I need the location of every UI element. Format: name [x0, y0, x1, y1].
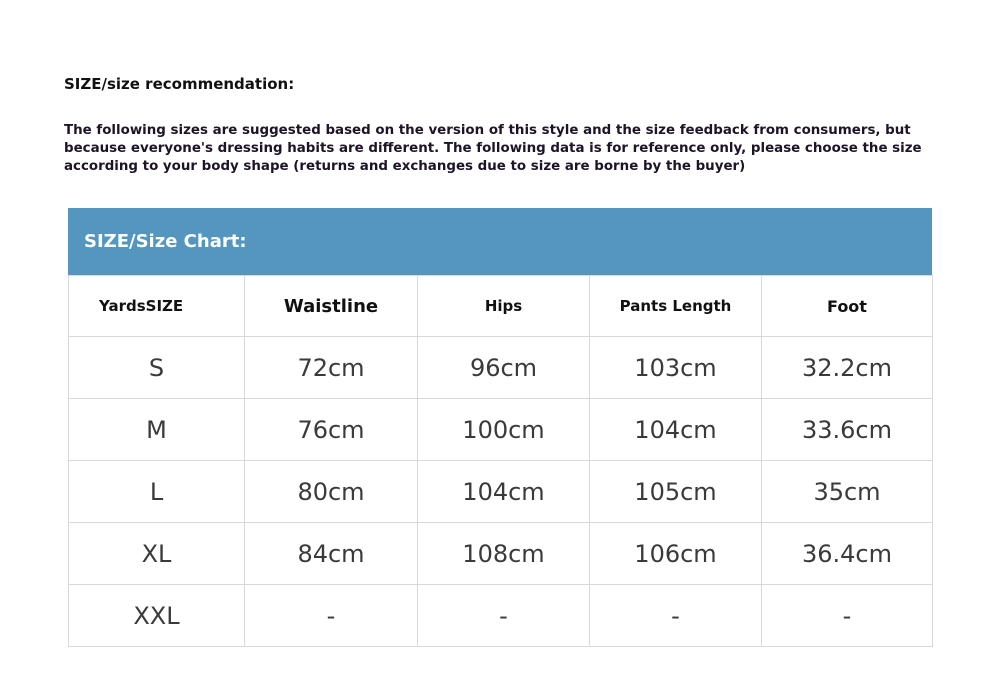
table-cell: XL: [69, 523, 245, 585]
table-cell: M: [69, 399, 245, 461]
table-row: [69, 461, 933, 523]
table-cell: -: [418, 585, 590, 647]
column-header-foot: Foot: [762, 276, 933, 337]
table-cell: 33.6cm: [762, 399, 933, 461]
table-header-row: [69, 276, 933, 337]
table-cell: XXL: [69, 585, 245, 647]
page-heading: SIZE/size recommendation:: [64, 75, 295, 93]
table-cell: L: [69, 461, 245, 523]
intro-line: The following sizes are suggested based on the version of this style and the size feedback from consumers, but: [64, 123, 911, 138]
size-chart-header: [68, 208, 932, 275]
column-header-pants-length: Pants Length: [590, 276, 762, 337]
table-row: [69, 585, 933, 647]
table-cell: 35cm: [762, 461, 933, 523]
size-chart-title: SIZE/Size Chart:: [84, 231, 247, 252]
table-cell: 104cm: [590, 399, 762, 461]
table-cell: 100cm: [418, 399, 590, 461]
size-table: [68, 275, 933, 647]
table-row: [69, 337, 933, 399]
table-cell: 96cm: [418, 337, 590, 399]
column-header-hips: Hips: [418, 276, 590, 337]
column-header-waistline: Waistline: [245, 276, 418, 337]
size-chart: [68, 208, 932, 647]
table-cell: 103cm: [590, 337, 762, 399]
table-cell: 72cm: [245, 337, 418, 399]
table-cell: 108cm: [418, 523, 590, 585]
table-cell: 32.2cm: [762, 337, 933, 399]
table-cell: 105cm: [590, 461, 762, 523]
table-cell: -: [245, 585, 418, 647]
table-row: [69, 399, 933, 461]
table-row: [69, 523, 933, 585]
table-cell: 104cm: [418, 461, 590, 523]
intro-line: according to your body shape (returns and exchanges due to size are borne by the buyer): [64, 159, 746, 174]
table-cell: 36.4cm: [762, 523, 933, 585]
table-cell: 76cm: [245, 399, 418, 461]
table-cell: -: [762, 585, 933, 647]
intro-line: because everyone's dressing habits are different. The following data is for reference only, please choose the size: [64, 141, 922, 156]
table-cell: 80cm: [245, 461, 418, 523]
table-cell: 106cm: [590, 523, 762, 585]
table-cell: S: [69, 337, 245, 399]
table-cell: 84cm: [245, 523, 418, 585]
table-cell: -: [590, 585, 762, 647]
column-header-size: YardsSIZE: [69, 276, 245, 337]
intro-text: [64, 122, 924, 176]
